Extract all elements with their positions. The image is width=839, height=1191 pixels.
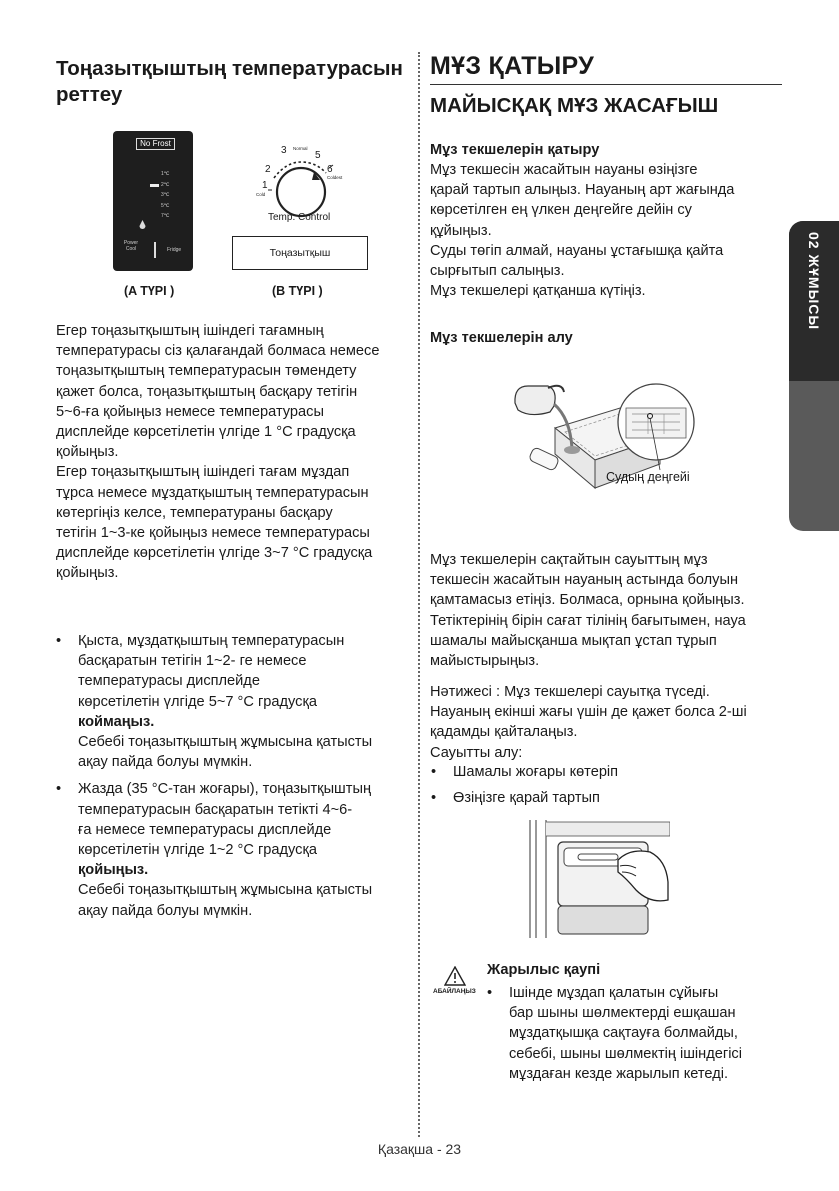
temp-control-label: Temp. Control: [268, 212, 331, 223]
level-1: 1℃: [161, 171, 170, 177]
dial-coldest-label: Coldest: [327, 175, 343, 180]
dial-number-2: 2: [265, 164, 271, 175]
column-divider: [418, 52, 420, 1137]
seasonal-notes: [52, 631, 412, 921]
fridge-button[interactable]: Fridge: [167, 247, 182, 253]
power-cool-button[interactable]: Power Cool: [123, 240, 139, 252]
drawer-pull-illustration: [528, 820, 670, 938]
warning-label: АБАЙЛАҢЫЗ: [433, 988, 476, 995]
step-pull: • Өзіңізге қарай тартып: [431, 790, 600, 807]
step-lift: • Шамалы жоғары көтеріп: [431, 764, 619, 780]
remove-instructions: Мұз текшелерін сақтайтын сауыттың мұз текшесін жасайтын науаның астында болуын қамтамасыз етіңіз. Болмаса, орнына қойыңыз. Тетіктерінің бірін сағат тілінің бағытымен, науа шамалы майысқанша мықтап ұстап тұрып майыстырыңыз.: [430, 552, 746, 670]
freeze-heading: Мұз текшелерін қатыру: [430, 142, 600, 158]
level-7: 7℃: [161, 213, 170, 219]
temperature-levels: [161, 169, 169, 222]
fridge-label-text: Тоңазытқыш: [269, 247, 331, 259]
dial-cold-label: Cold: [256, 192, 266, 197]
warning-text: • Ішінде мұздап қалатын сұйығы бар шыны шөлмектерді ешқашан мұздатқышқа сақтауға болмайды, себебі, шыны шөлмектің ішіндегісі мұздаған кезде жарылып кетеді.: [487, 985, 742, 1082]
panel-separator: [154, 242, 156, 258]
title-rule: [430, 84, 782, 85]
chapter-label: 02 ЖҰМЫСЫ: [806, 232, 822, 331]
level-indicator: [150, 184, 159, 187]
dial-number-6: 6: [327, 164, 333, 175]
dial-normal-label: Normal: [293, 146, 308, 151]
control-panel-type-a: [113, 131, 193, 271]
section-title-temperature: Тоңазытқыштың температурасын реттеу: [56, 57, 403, 106]
dial-number-1: 1: [262, 180, 268, 191]
level-3: 3℃: [161, 192, 170, 198]
subtitle-ice-maker: МАЙЫСҚАҚ МҰЗ ЖАСАҒЫШ: [430, 94, 719, 117]
page-footer: Қазақша - 23: [377, 1141, 462, 1157]
level-5: 5℃: [161, 202, 170, 209]
summer-note: • Жазда (35 °C-тан жоғары), тоңазытқыштың температурасын басқаратын тетікті 4~6- ға немесе температурасы дисплейде көрсетілетін үлгіде 1~2 °C градусқа қойыңыз. Себебі тоңазытқыштың жұмысына қатысты ақау пайда болуы мүмкін.: [56, 781, 373, 919]
level-2: 2℃: [161, 181, 170, 188]
winter-note: • Қыста, мұздатқыштың температурасын басқаратын тетігін 1~2- ге немесе температурасы дисплейде көрсетілетін үлгіде 5~7 °C градусқа коймаңыз. Себебі тоңазытқыштың жұмысына қатысты ақау пайда болуы мүмкін.: [56, 633, 373, 771]
no-frost-logo: No Frost: [136, 138, 175, 150]
warning-title: Жарылыс қаупі: [487, 962, 601, 978]
remove-heading: Мұз текшелерін алу: [430, 330, 573, 346]
water-level-label: Судың деңгейі: [606, 470, 690, 484]
dial-number-3: 3: [281, 145, 287, 156]
result-text: Нәтижесі : Мұз текшелері сауытқа түседі. Науаның екінші жағы үшін де қажет болса 2-ші қадамды қайталаңыз. Сауытты алу:: [430, 684, 747, 761]
section-title-ice: МҰЗ ҚАТЫРУ: [430, 52, 595, 80]
caption-type-b: (B ТҮРІ ): [272, 284, 323, 298]
drop-icon: [139, 220, 146, 230]
dial-number-5: 5: [315, 150, 321, 161]
freeze-section: Мұз текшелерін қатыру Мұз текшесін жасайтын науаны өзіңізге қарай тартып алыңыз. Науаның арт жағында көрсетілген ең үлкен деңгейге дейін су құйыңыз. Суды төгіп алмай, науаны ұстағышқа қайта сырғытып салыңыз. Мұз текшелері қатқанша күтіңіз.: [430, 140, 785, 301]
warning-icon: [444, 966, 466, 986]
fridge-label-box: [232, 236, 368, 270]
box-removal-steps: [427, 762, 787, 808]
caption-type-a: (A ТҮРІ ): [124, 284, 175, 298]
temperature-instructions: Егер тоңазытқыштың ішіндегі тағамның температурасы сіз қалағандай болмаса немесе тоңазытқыштың температурасын төмендету қажет болса, тоңазытқыштың басқару тетігін 5~6-ға қойыңыз немесе температурасы дисплейде көрсетілетін үлгіде 1 °C градусқа қойыңыз. Егер тоңазытқыштың ішіндегі тағам мұздап тұрса немесе мұздатқыштың температурасын көтергіңіз келсе, температураны басқару тетігін 1~3-ке қойыңыз немесе температурасы дисплейде көрсетілетін үлгіде 3~7 °C градусқа қойыңыз.: [56, 323, 380, 582]
